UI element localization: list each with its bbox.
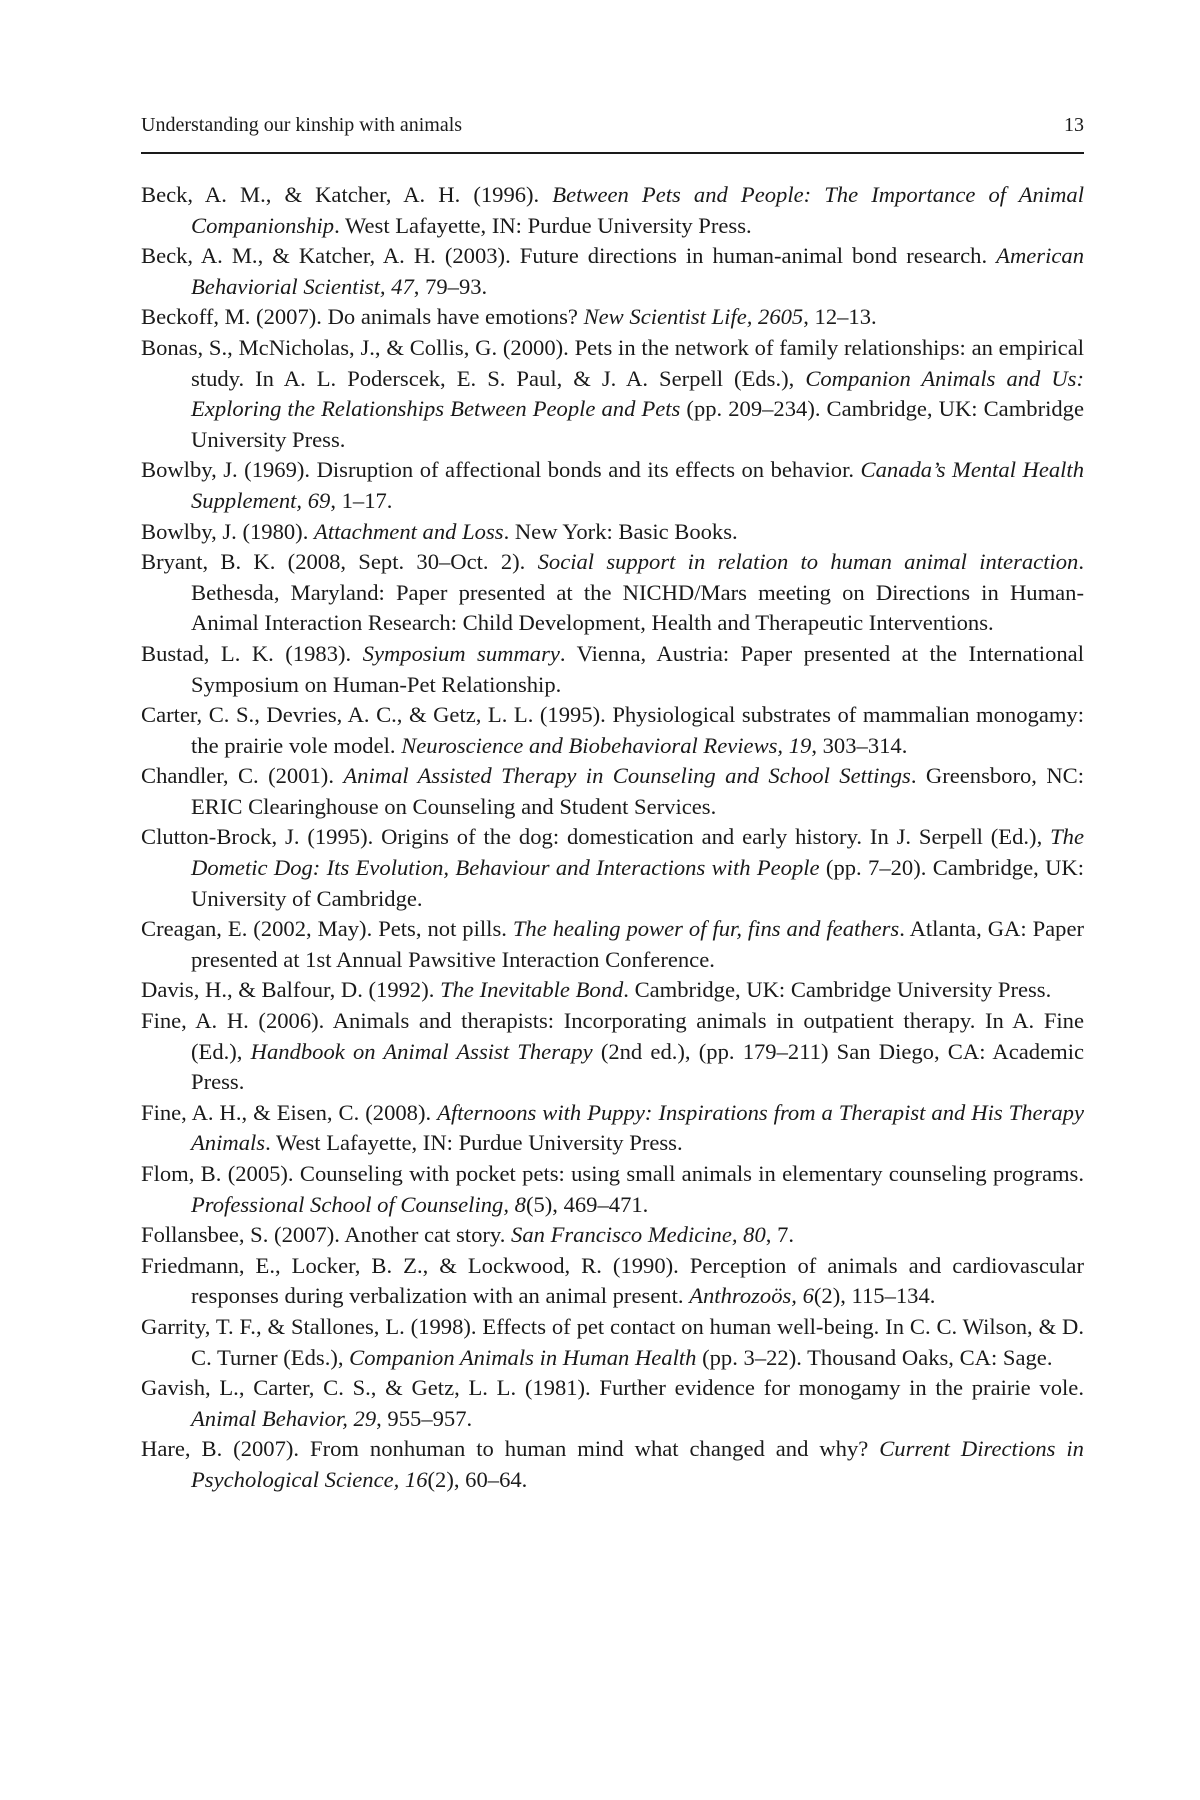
reference-entry bbox=[141, 302, 1084, 333]
reference-text: Garrity, T. F., & Stallones, L. (1998). Effects of pet contact on human well-being. In C. C. Wilson, & D. C. Turner (Eds.), bbox=[141, 1313, 1084, 1370]
reference-italic-title: Handbook on Animal Assist Therapy bbox=[250, 1038, 593, 1064]
reference-entry bbox=[141, 761, 1084, 822]
reference-entry bbox=[141, 1434, 1084, 1495]
reference-text: Clutton-Brock, J. (1995). Origins of the dog: domestication and early history. In J. Serpell (Ed.), bbox=[141, 824, 1051, 850]
page-number: 13 bbox=[1064, 114, 1084, 136]
reference-italic-title: Canada’s Mental Health Supplement, 69 bbox=[191, 457, 1085, 513]
reference-text-tail: . Atlanta, GA: Paper presented at 1st Annual Pawsitive Interaction Conference. bbox=[191, 916, 1085, 972]
reference-text-tail: (2), 60–64. bbox=[427, 1466, 528, 1492]
reference-entry bbox=[141, 1251, 1084, 1312]
reference-list bbox=[141, 180, 1084, 1496]
reference-text-tail: . Vienna, Austria: Paper presented at the International Symposium on Human-Pet Relationship. bbox=[191, 640, 1084, 697]
running-header bbox=[141, 112, 1084, 154]
reference-italic-title: The Inevitable Bond bbox=[440, 977, 624, 1003]
reference-text-tail: . West Lafayette, IN: Purdue University Press. bbox=[265, 1130, 683, 1156]
reference-italic-title: Companion Animals and Us: Exploring the Relationships Between People and Pets bbox=[191, 365, 1084, 422]
reference-text: Chandler, C. (2001). bbox=[141, 763, 344, 789]
reference-entry bbox=[141, 455, 1084, 516]
reference-italic-title: Animal Assisted Therapy in Counseling and School Settings bbox=[343, 763, 911, 789]
reference-italic-title: Afternoons with Puppy: Inspirations from a Therapist and His Therapy Animals bbox=[191, 1099, 1084, 1156]
reference-text-tail: . Bethesda, Maryland: Paper presented at the NICHD/Mars meeting on Directions in Human-Animal Interaction Research: Child Development, Health and Therapeutic Interventions. bbox=[191, 549, 1084, 636]
reference-entry bbox=[141, 1159, 1084, 1220]
reference-text: Fine, A. H. (2006). Animals and therapists: Incorporating animals in outpatient therapy. In A. Fine (Ed.), bbox=[141, 1008, 1084, 1064]
reference-entry bbox=[141, 822, 1084, 914]
reference-italic-title: Animal Behavior, 29 bbox=[191, 1405, 377, 1431]
reference-text-tail: , 303–314. bbox=[811, 732, 908, 758]
reference-text-tail: (5), 469–471. bbox=[525, 1191, 649, 1217]
reference-entry bbox=[141, 517, 1084, 548]
reference-text: Gavish, L., Carter, C. S., & Getz, L. L. (1981). Further evidence for monogamy in the prairie vole. bbox=[141, 1375, 1084, 1401]
reference-text: Beck, A. M., & Katcher, A. H. (1996). bbox=[141, 182, 553, 207]
reference-text: Bowlby, J. (1969). Disruption of affectional bonds and its effects on behavior. bbox=[141, 457, 861, 483]
reference-text: Carter, C. S., Devries, A. C., & Getz, L. L. (1995). Physiological substrates of mammalian monogamy: the prairie vole model. bbox=[141, 702, 1084, 758]
reference-text: Beck, A. M., & Katcher, A. H. (2003). Future directions in human-animal bond research. bbox=[141, 243, 997, 269]
reference-italic-title: Symposium summary bbox=[362, 640, 560, 666]
reference-italic-title: Professional School of Counseling, 8 bbox=[191, 1191, 526, 1217]
reference-text-tail: , 79–93. bbox=[413, 273, 488, 299]
reference-italic-title: Current Directions in Psychological Science, 16 bbox=[191, 1436, 1084, 1492]
reference-text: Bowlby, J. (1980). bbox=[141, 518, 315, 544]
reference-text-tail: , 955–957. bbox=[376, 1405, 473, 1431]
reference-text-tail: . Greensboro, NC: ERIC Clearinghouse on Counseling and Student Services. bbox=[191, 763, 1084, 819]
reference-italic-title: Neuroscience and Biobehavioral Reviews, 19 bbox=[401, 732, 812, 758]
reference-italic-title: Attachment and Loss bbox=[314, 518, 504, 544]
reference-italic-title: Social support in relation to human animal interaction bbox=[537, 549, 1079, 575]
reference-text: Bonas, S., McNicholas, J., & Collis, G. (2000). Pets in the network of family relationships: an empirical study. In A. L. Poderscek, E. S. Paul, & J. A. Serpell (Eds.), bbox=[141, 334, 1084, 391]
reference-text-tail: . West Lafayette, IN: Purdue University Press. bbox=[334, 212, 752, 238]
reference-italic-title: Companion Animals in Human Health bbox=[349, 1344, 697, 1370]
reference-text-tail: (pp. 209–234). Cambridge, UK: Cambridge University Press. bbox=[191, 396, 1084, 452]
reference-text: Bustad, L. K. (1983). bbox=[141, 640, 363, 666]
reference-text: Fine, A. H., & Eisen, C. (2008). bbox=[141, 1099, 438, 1125]
reference-text-tail: , 12–13. bbox=[803, 304, 877, 330]
reference-text: Bryant, B. K. (2008, Sept. 30–Oct. 2). bbox=[141, 549, 538, 575]
reference-entry bbox=[141, 333, 1084, 455]
reference-italic-title: The healing power of fur, fins and feathers bbox=[512, 916, 900, 942]
reference-italic-title: New Scientist Life, 2605 bbox=[583, 304, 804, 330]
reference-italic-title: American Behaviorial Scientist, 47 bbox=[191, 243, 1084, 299]
reference-entry bbox=[141, 1098, 1084, 1159]
reference-entry bbox=[141, 700, 1084, 761]
reference-text-tail: . New York: Basic Books. bbox=[503, 518, 738, 544]
reference-text: Davis, H., & Balfour, D. (1992). bbox=[141, 977, 441, 1003]
reference-entry bbox=[141, 639, 1084, 700]
reference-entry bbox=[141, 547, 1084, 639]
reference-text: Creagan, E. (2002, May). Pets, not pills. bbox=[141, 916, 513, 942]
reference-italic-title: The Dometic Dog: Its Evolution, Behaviour and Interactions with People bbox=[191, 824, 1084, 881]
reference-text: Beckoff, M. (2007). Do animals have emotions? bbox=[141, 304, 584, 330]
reference-text-tail: (2), 115–134. bbox=[813, 1283, 936, 1309]
reference-text: Friedmann, E., Locker, B. Z., & Lockwood, R. (1990). Perception of animals and cardiovascular responses during verbalization with an animal present. bbox=[141, 1252, 1084, 1309]
reference-entry bbox=[141, 975, 1084, 1006]
reference-text-tail: (2nd ed.), (pp. 179–211) San Diego, CA: Academic Press. bbox=[191, 1038, 1084, 1095]
reference-text: Follansbee, S. (2007). Another cat story. bbox=[141, 1222, 512, 1248]
reference-text-tail: , 1–17. bbox=[330, 487, 393, 513]
reference-entry bbox=[141, 241, 1084, 302]
reference-text-tail: (pp. 7–20). Cambridge, UK: University of Cambridge. bbox=[191, 855, 1085, 911]
reference-entry bbox=[141, 1006, 1084, 1098]
reference-entry bbox=[141, 180, 1084, 241]
reference-entry bbox=[141, 1220, 1084, 1251]
reference-text-tail: (pp. 3–22). Thousand Oaks, CA: Sage. bbox=[696, 1344, 1053, 1370]
reference-text: Flom, B. (2005). Counseling with pocket pets: using small animals in elementary counseling programs. bbox=[141, 1161, 1084, 1186]
reference-text: Hare, B. (2007). From nonhuman to human mind what changed and why? bbox=[141, 1436, 880, 1462]
reference-text-tail: , 7. bbox=[765, 1222, 795, 1248]
reference-entry bbox=[141, 1373, 1084, 1434]
reference-italic-title: Anthrozoös, 6 bbox=[689, 1283, 814, 1309]
reference-entry bbox=[141, 914, 1084, 975]
reference-text-tail: . Cambridge, UK: Cambridge University Press. bbox=[623, 977, 1052, 1003]
reference-italic-title: Between Pets and People: The Importance of Animal Companionship bbox=[191, 182, 1084, 238]
reference-entry bbox=[141, 1312, 1084, 1373]
running-title: Understanding our kinship with animals bbox=[141, 114, 463, 136]
reference-italic-title: San Francisco Medicine, 80 bbox=[511, 1222, 766, 1248]
